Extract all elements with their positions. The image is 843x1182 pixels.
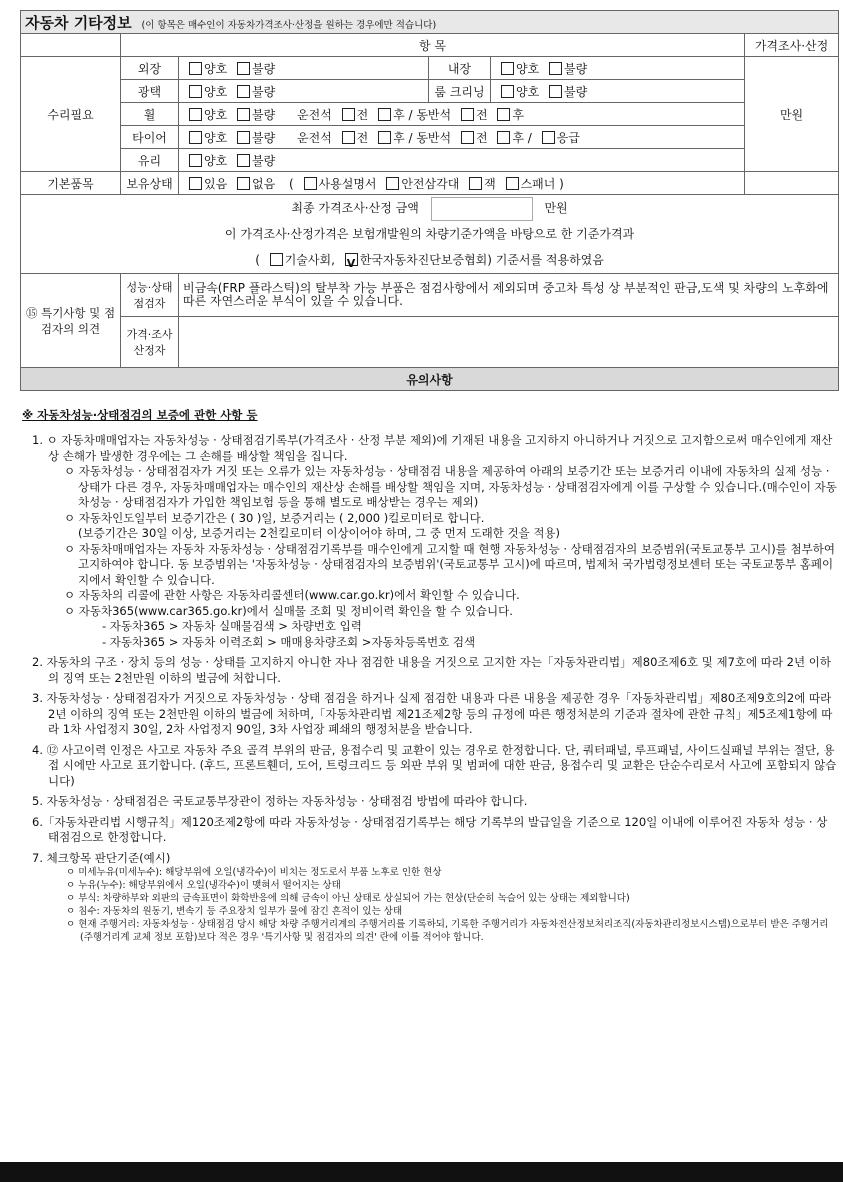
- section-title: 자동차 기타정보: [25, 13, 132, 32]
- paren: (: [289, 176, 294, 191]
- option-label: 양호: [204, 130, 228, 145]
- option-label: 전: [475, 107, 488, 122]
- notice-item: ㅇ 자동차매매업자는 자동차 자동차성능 · 상태점검기록부를 매수인에게 고지할 때 현행 자동차성능 · 상태점검자의 보증범위(국토교통부 고시)를 첨부하여 고지하여야 합니다. 동 보증범위는 '자동차성능 · 상태점검자의 보증범위'(국토교통부 고시)에 따르며, 법제처 국가법령정보센터 또는 국토교통부 홈페이지에서 확인할 수 있습니다.: [64, 541, 835, 587]
- paren: (: [255, 253, 260, 267]
- glass-bad-checkbox[interactable]: [237, 154, 250, 167]
- spanner-checkbox[interactable]: [506, 177, 519, 190]
- tire-options: [179, 126, 745, 149]
- option-label: 전: [356, 130, 369, 145]
- option-label: 전: [475, 130, 488, 145]
- option-label: 불량: [252, 61, 276, 76]
- notice-item: ㅇ 현재 주행거리: 자동차성능 · 상태점검 당시 해당 차량 주행거리계의 주행거리를 기록하되, 기록한 주행거리가 자동차전산정보처리조직(자동차관리정보시스템)으로부터 받은 주행거리(주행거리계 교체 정보 포함)보다 적은 경우 '특기사항 및 점검자의 의견' 란에 이를 적어야 합니다.: [66, 919, 829, 943]
- tire-driver-rear-checkbox[interactable]: [378, 131, 391, 144]
- final-price-label: 최종 가격조사·산정 금액: [291, 201, 419, 215]
- tire-passenger-rear-checkbox[interactable]: [497, 131, 510, 144]
- final-price-input[interactable]: [431, 197, 533, 221]
- notice-item: - 자동차365 > 자동차 실매물검색 > 차량번호 입력: [102, 619, 362, 633]
- wheel-good-checkbox[interactable]: [189, 108, 202, 121]
- option-label: 있음: [204, 176, 228, 191]
- option-label: 응급: [556, 130, 580, 145]
- room-good-checkbox[interactable]: [501, 85, 514, 98]
- section-note: (이 항목은 매수인이 자동차가격조사·산정을 원하는 경우에만 적습니다): [141, 19, 437, 31]
- option-label: 없음: [252, 176, 276, 191]
- option-label: 불량: [564, 61, 588, 76]
- exterior-options: [179, 57, 429, 80]
- option-label: 양호: [204, 84, 228, 99]
- tire-emergency-checkbox[interactable]: [542, 131, 555, 144]
- option-label: 스패너 ): [520, 176, 564, 191]
- notice-item: 2. 자동차의 구조 · 장치 등의 성능 · 상태를 고지하지 아니한 자나 점검한 내용을 거짓으로 고지한 자는「자동차관리법」제80조제6호 및 제7호에 따라 2년 이하의 징역 또는 2천만원 이하의 벌금에 처합니다.: [32, 655, 831, 685]
- repair-label: 수리필요: [21, 57, 121, 172]
- gloss-good-checkbox[interactable]: [189, 85, 202, 98]
- wheel-options: [179, 103, 745, 126]
- basic-have-checkbox[interactable]: [189, 177, 202, 190]
- driver-label: 운전석: [297, 107, 332, 122]
- option-label: 안전삼각대: [401, 176, 460, 191]
- wheel-label: 휠: [121, 103, 179, 126]
- inspection-form-page: [20, 10, 838, 944]
- notice-item: ㅇ 누유(누수): 해당부위에서 오일(냉각수)이 맺혀서 떨어지는 상태: [66, 880, 341, 891]
- room-bad-checkbox[interactable]: [549, 85, 562, 98]
- notice-item: ㅇ 침수: 자동차의 원동기, 변속기 등 주요장치 일부가 물에 잠긴 흔적이 있는 상태: [66, 906, 403, 917]
- glass-label: 유리: [121, 149, 179, 172]
- tire-bad-checkbox[interactable]: [237, 131, 250, 144]
- bottom-bar: [0, 1162, 843, 1182]
- tech-society-label: 기술사회,: [284, 253, 335, 267]
- option-label: 후 /: [512, 130, 532, 145]
- room-cleaning-label: 룸 크리닝: [429, 80, 491, 103]
- notice-item: ㅇ 자동차성능 · 상태점검자가 거짓 또는 오류가 있는 자동차성능 · 상태점검 내용을 제공하여 아래의 보증기간 또는 보증거리 이내에 자동차의 실제 성능 · 상태가 다른 경우, 자동차매매업자는 매수인의 재산상 손해를 배상할 책임을 지며, 자동차성능 · 상태점검자에게 이를 구상할 수 있습니다.(매수인이 자동차성능 · 상태점검자가 가입한 책임보험 등을 통해 별도로 배상받는 경우는 제외): [64, 464, 837, 509]
- option-label: 사용설명서: [318, 176, 377, 191]
- option-label: 후: [512, 107, 524, 122]
- option-label: 양호: [516, 61, 540, 76]
- gloss-options: [179, 80, 429, 103]
- wheel-passenger-rear-checkbox[interactable]: [497, 108, 510, 121]
- notice-item: 6.「자동차관리법 시행규칙」제120조제2항에 따라 자동차성능 · 상태점검기록부는 해당 기록부의 발급일을 기준으로 120일 이내에 이루어진 자동차 성능 · 상태점검으로 한정합니다.: [32, 814, 828, 844]
- option-label: 불량: [564, 84, 588, 99]
- glass-good-checkbox[interactable]: [189, 154, 202, 167]
- option-label: 양호: [204, 107, 228, 122]
- basic-none-checkbox[interactable]: [237, 177, 250, 190]
- section-header: [21, 11, 839, 34]
- exterior-bad-checkbox[interactable]: [237, 62, 250, 75]
- kadi-checkbox[interactable]: [345, 253, 358, 266]
- notice-item: (보증기간은 30일 이상, 보증거리는 2천킬로미터 이상이어야 하며, 그 중 먼저 도래한 것을 적용): [78, 526, 561, 540]
- basic-items-label: 기본품목: [21, 172, 121, 195]
- option-label: 후 / 동반석: [393, 107, 452, 122]
- price-inspector-label: 가격·조사산정자: [121, 317, 179, 368]
- option-label: 불량: [252, 153, 276, 168]
- notice-item: ㅇ 자동차의 리콜에 관한 사항은 자동차리콜센터(www.car.go.kr)에서 확인할 수 있습니다.: [64, 588, 520, 602]
- kadi-label: 한국자동차진단보증협회) 기준서를 적용하였음: [359, 253, 604, 267]
- notice-item: ㅇ 자동차365(www.car365.go.kr)에서 실매물 조회 및 정비이력 확인을 할 수 있습니다.: [64, 603, 513, 618]
- exterior-good-checkbox[interactable]: [189, 62, 202, 75]
- notice-list: [20, 433, 838, 944]
- perf-inspector-label: 성능·상태점검자: [121, 274, 179, 317]
- tire-good-checkbox[interactable]: [189, 131, 202, 144]
- warranty-section-title: ※ 자동차성능·상태점검의 보증에 관한 사항 등: [22, 408, 258, 422]
- notice-item: - 자동차365 > 자동차 이력조회 > 매매용차량조회 >자동차등록번호 검색: [102, 634, 476, 649]
- notice-item: ㅇ 미세누유(미세누수): 해당부위에 오일(냉각수)이 비치는 정도로서 부품 노후로 인한 현상: [66, 867, 442, 878]
- notice-heading: 유의사항: [21, 368, 839, 391]
- tire-passenger-front-checkbox[interactable]: [461, 131, 474, 144]
- basic-items-options: [179, 172, 745, 195]
- notice-item: 4. ⑫ 사고이력 인정은 사고로 자동차 주요 골격 부위의 판금, 용접수리 및 교환이 있는 경우로 한정합니다. 단, 쿼터패널, 루프패널, 사이드실패널 부위는 절단, 용접 시에만 사고로 표기합니다. (후드, 프론트휀더, 도어, 트렁크리드 등 외판 부위 및 범퍼에 대한 판금, 용접수리 및 교환은 단순수리로서 사고에 포함되지 않습니다): [32, 742, 837, 788]
- room-cleaning-options: [491, 80, 745, 103]
- wheel-bad-checkbox[interactable]: [237, 108, 250, 121]
- gloss-bad-checkbox[interactable]: [237, 85, 250, 98]
- notice-item: ㅇ 부식: 차량하부와 외판의 금속표면이 화학반응에 의해 금속이 아닌 상태로 상실되어 가는 현상(단순히 녹슬어 있는 상태는 제외합니다): [66, 893, 630, 904]
- driver-label: 운전석: [297, 130, 332, 145]
- item-column-header: 항 목: [121, 34, 745, 57]
- option-label: 양호: [516, 84, 540, 99]
- glass-options: [179, 149, 745, 172]
- final-price-unit: 만원: [544, 201, 568, 215]
- option-label: 불량: [252, 84, 276, 99]
- option-label: 양호: [204, 153, 228, 168]
- option-label: 불량: [252, 107, 276, 122]
- tech-society-checkbox[interactable]: [270, 253, 283, 266]
- gloss-label: 광택: [121, 80, 179, 103]
- exterior-label: 외장: [121, 57, 179, 80]
- final-statement-line1: 이 가격조사·산정가격은 보험개발원의 차량기준가액을 바탕으로 한 기준가격과: [224, 227, 635, 241]
- interior-good-checkbox[interactable]: [501, 62, 514, 75]
- option-label: 양호: [204, 61, 228, 76]
- option-label: 잭: [484, 176, 496, 191]
- possession-status-label: 보유상태: [121, 172, 179, 195]
- price-column-header: 가격조사·산정: [745, 34, 839, 57]
- perf-inspector-text: 비금속(FRP 플라스틱)의 탈부착 가능 부품은 점검사항에서 제외되며 중고차 특성 상 부분적인 판금,도색 및 차량의 노후화에 따른 자연스러운 부식이 있을 수 있습니다.: [179, 274, 839, 317]
- notice-item: 5. 자동차성능 · 상태점검은 국토교통부장관이 정하는 자동차성능 · 상태점검 방법에 따라야 합니다.: [32, 794, 528, 808]
- tire-label: 타이어: [121, 126, 179, 149]
- final-price-block: [21, 195, 839, 274]
- other-info-table: [20, 10, 839, 391]
- notice-item: ㅇ 자동차인도일부터 보증기간은 ( 30 )일, 보증거리는 ( 2,000 )킬로미터로 합니다.: [64, 510, 485, 525]
- triangle-checkbox[interactable]: [386, 177, 399, 190]
- opinion-label: ⑮ 특기사항 및 점검자의 의견: [21, 274, 121, 368]
- jack-checkbox[interactable]: [469, 177, 482, 190]
- interior-bad-checkbox[interactable]: [549, 62, 562, 75]
- notice-item: 3. 자동차성능 · 상태점검자가 거짓으로 자동차성능 · 상태 점검을 하거나 실제 점검한 내용과 다른 내용을 제공한 경우「자동차관리법」제80조제9호의2에 따라 2년 이하의 징역 또는 2천만원 이하의 벌금에 처하며,「자동차관리법 제21조제2항 등의 규정에 따른 행정처분의 기준과 절차에 관한 규칙」제5조제1항에 따라 1차 사업정지 30일, 2차 사업정지 90일, 3차 사업장 폐쇄의 행정처분을 받습니다.: [32, 691, 833, 736]
- interior-options: [491, 57, 745, 80]
- manual-checkbox[interactable]: [304, 177, 317, 190]
- notice-item: 1. ㅇ 자동차매매업자는 자동차성능 · 상태점검기록부(가격조사 · 산정 부분 제외)에 기재된 내용을 고지하지 아니하거나 거짓으로 고지함으로써 매수인에게 재산상 손해가 발생한 경우에는 그 손해를 배상할 책임을 집니다.: [32, 433, 833, 463]
- wheel-driver-rear-checkbox[interactable]: [378, 108, 391, 121]
- price-inspector-field[interactable]: [179, 317, 839, 368]
- option-label: 후 / 동반석: [393, 130, 452, 145]
- option-label: 불량: [252, 130, 276, 145]
- interior-label: 내장: [429, 57, 491, 80]
- wheel-driver-front-checkbox[interactable]: [342, 108, 355, 121]
- wheel-passenger-front-checkbox[interactable]: [461, 108, 474, 121]
- price-unit-manwon: 만원: [745, 57, 839, 172]
- option-label: 전: [356, 107, 369, 122]
- tire-driver-front-checkbox[interactable]: [342, 131, 355, 144]
- notice-item: 7. 체크항목 판단기준(예시): [32, 850, 171, 865]
